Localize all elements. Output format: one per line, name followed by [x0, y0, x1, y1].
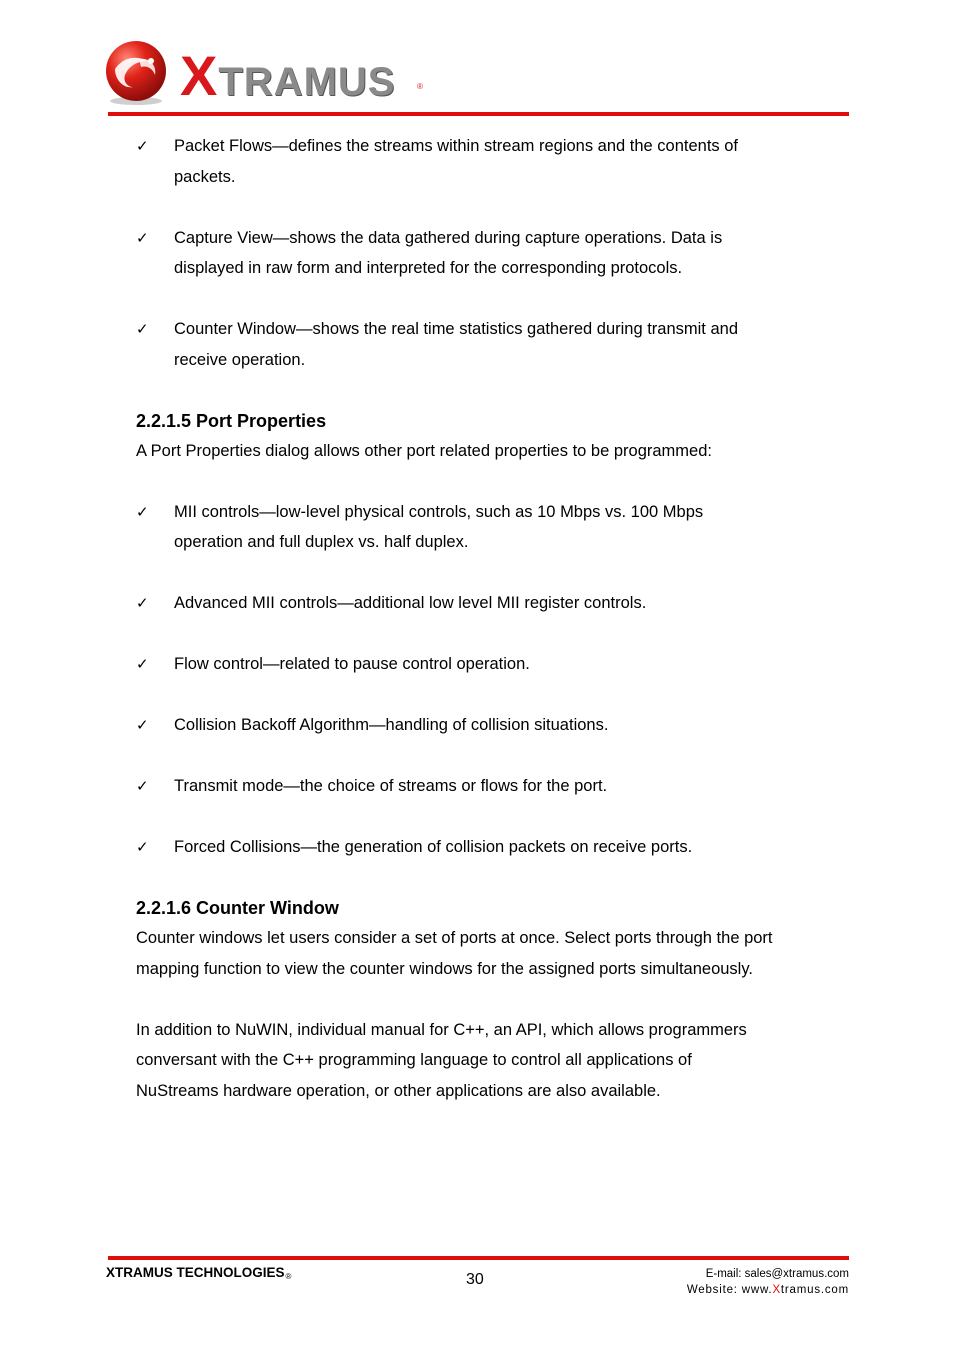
page-number: 30 — [466, 1271, 484, 1288]
checkmark-icon: ✓ — [136, 594, 149, 612]
list-item — [136, 832, 836, 863]
checkmark-icon: ✓ — [136, 320, 149, 338]
checkmark-icon: ✓ — [136, 655, 149, 673]
paragraph: Counter windows let users consider a set of ports at once. Select ports through the port — [136, 929, 773, 947]
item-line: receive operation. — [174, 350, 306, 369]
item-line: Packet Flows—defines the streams within stream regions and the contents of — [174, 137, 739, 155]
list-item — [136, 131, 836, 192]
footer-website: Website: www.Xtramus.com — [686, 1284, 849, 1296]
item-line: Transmit mode—the choice of streams or flows for the port. — [174, 777, 608, 795]
item-line: Flow control—related to pause control operation. — [174, 655, 530, 673]
document-body — [136, 131, 836, 1106]
footer-contact — [687, 1266, 849, 1298]
footer-company: XTRAMUS TECHNOLOGIES® — [106, 1265, 292, 1281]
list-item — [136, 771, 836, 802]
xtramus-wordmark: XTRAMUS — [180, 44, 396, 107]
paragraph: mapping function to view the counter windows for the assigned ports simultaneously. — [136, 959, 753, 978]
list-item — [136, 497, 836, 558]
footer-email: E-mail: sales@xtramus.com — [705, 1268, 849, 1280]
xtramus-logo — [100, 36, 430, 112]
paragraph: In addition to NuWIN, individual manual for C++, an API, which allows programmers — [136, 1020, 747, 1039]
checkmark-icon: ✓ — [136, 777, 149, 795]
checkmark-icon: ✓ — [136, 502, 149, 521]
item-line: Advanced MII controls—additional low level MII register controls. — [174, 594, 647, 612]
list-item — [136, 588, 836, 619]
section-heading-counter-window: 2.2.1.6 Counter Window — [136, 898, 339, 918]
item-line: packets. — [174, 167, 236, 186]
section-heading-port-properties: 2.2.1.5 Port Properties — [136, 410, 327, 431]
checkmark-icon: ✓ — [136, 838, 149, 856]
registered-mark: ® — [417, 82, 423, 91]
item-line: MII controls—low-level physical controls, such as 10 Mbps vs. 100 Mbps — [174, 502, 704, 521]
footer-rule — [108, 1256, 849, 1260]
item-line: Collision Backoff Algorithm—handling of collision situations. — [174, 716, 609, 734]
item-line: operation and full duplex vs. half duplex. — [174, 533, 469, 551]
paragraph: conversant with the C++ programming language to control all applications of — [136, 1051, 692, 1069]
checkmark-icon: ✓ — [136, 228, 149, 247]
list-item — [136, 223, 836, 284]
list-item — [136, 314, 836, 375]
item-line: Counter Window—shows the real time statistics gathered during transmit and — [174, 320, 739, 338]
list-item — [136, 710, 836, 741]
checkmark-icon: ✓ — [136, 716, 149, 734]
paragraph: A Port Properties dialog allows other port related properties to be programmed: — [136, 441, 712, 460]
item-line: Forced Collisions—the generation of collision packets on receive ports. — [174, 838, 693, 856]
checkmark-icon: ✓ — [136, 137, 149, 155]
item-line: displayed in raw form and interpreted for the corresponding protocols. — [174, 259, 683, 277]
header-rule — [108, 112, 849, 116]
list-item — [136, 649, 836, 680]
paragraph: NuStreams hardware operation, or other applications are also available. — [136, 1081, 661, 1100]
xtramus-logo-mark-icon — [103, 39, 169, 107]
item-line: Capture View—shows the data gathered during capture operations. Data is — [174, 228, 723, 247]
